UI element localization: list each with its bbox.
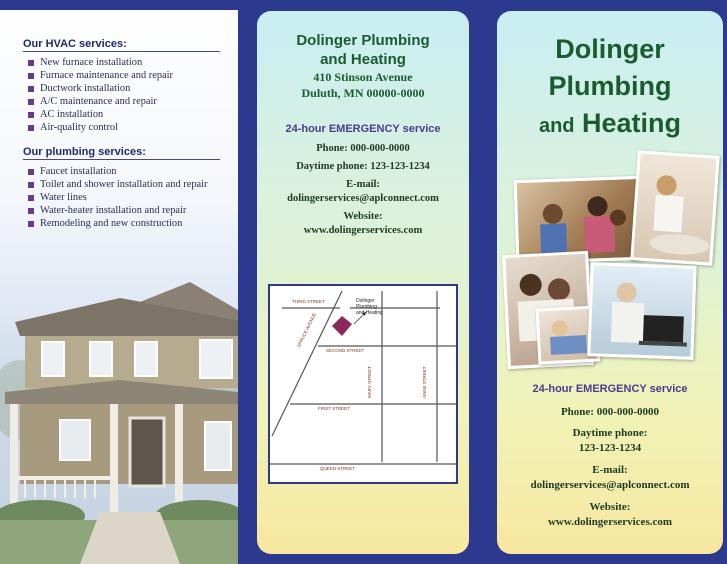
list-item: Water lines bbox=[28, 191, 208, 204]
bullet-icon bbox=[28, 125, 34, 131]
spruce-avenue-label: SPRUCE AVENUE bbox=[296, 311, 318, 349]
laptop-photo bbox=[587, 262, 696, 360]
hvac-list bbox=[28, 56, 173, 134]
bullet-icon bbox=[28, 221, 34, 227]
brand-title: Dolinger Plumbing and Heating bbox=[538, 34, 682, 138]
list-item: Air-quality control bbox=[28, 121, 173, 134]
company-name: Dolinger Plumbing and Heating bbox=[296, 32, 430, 68]
house-image bbox=[0, 280, 238, 564]
bullet-icon bbox=[28, 195, 34, 201]
queen-street-label: QUEEN STREET bbox=[320, 466, 356, 471]
email-text: dolingerservices@aplconnect.com bbox=[530, 479, 690, 491]
cover-panel bbox=[497, 11, 723, 554]
email-text: dolingerservices@aplconnect.com bbox=[287, 193, 439, 204]
emergency-label: 24-hour EMERGENCY service bbox=[285, 123, 441, 135]
website-label: Website: bbox=[589, 501, 631, 513]
website-text: www.dolingerservices.com bbox=[303, 225, 423, 236]
phone-text: Phone: 000-000-0000 bbox=[316, 143, 410, 154]
email-label: E-mail: bbox=[592, 464, 628, 476]
second-street-label: SECOND STREET bbox=[326, 348, 365, 353]
list-item: Furnace maintenance and repair bbox=[28, 69, 173, 82]
list-item: Ductwork installation bbox=[28, 82, 173, 95]
daytime-phone-text: Daytime phone: 123-123-1234 bbox=[296, 161, 430, 172]
mary-street-label: MARY STREET bbox=[367, 366, 372, 398]
bathroom-photo bbox=[630, 150, 719, 265]
plumbing-list bbox=[28, 165, 208, 230]
list-item: Water-heater installation and repair bbox=[28, 204, 208, 217]
website-text: www.dolingerservices.com bbox=[547, 516, 673, 528]
hvac-heading: Our HVAC services: bbox=[23, 38, 220, 52]
third-street-label: THIRD STREET bbox=[292, 299, 325, 304]
list-item: New furnace installation bbox=[28, 56, 173, 69]
contact-panel bbox=[257, 11, 469, 554]
services-panel bbox=[0, 0, 238, 564]
email-label: E-mail: bbox=[346, 179, 380, 190]
map-marker-label: Dolinger Plumbing and Heating bbox=[356, 298, 383, 316]
first-street-label: FIRST STREET bbox=[318, 406, 350, 411]
emergency-label: 24-hour EMERGENCY service bbox=[532, 383, 688, 395]
list-item: Faucet installation bbox=[28, 165, 208, 178]
daytime-phone-text: 123-123-1234 bbox=[578, 442, 642, 454]
bullet-icon bbox=[28, 73, 34, 79]
company-address: 410 Stinson Avenue Duluth, MN 00000-0000 bbox=[301, 70, 425, 100]
daytime-phone-label: Daytime phone: bbox=[572, 427, 648, 439]
website-label: Website: bbox=[343, 211, 383, 222]
list-item: Remodeling and new construction bbox=[28, 217, 208, 230]
bullet-icon bbox=[28, 169, 34, 175]
list-item: AC installation bbox=[28, 108, 173, 121]
bullet-icon bbox=[28, 182, 34, 188]
list-item: A/C maintenance and repair bbox=[28, 95, 173, 108]
bullet-icon bbox=[28, 112, 34, 118]
bullet-icon bbox=[28, 60, 34, 66]
bullet-icon bbox=[28, 99, 34, 105]
bullet-icon bbox=[28, 208, 34, 214]
top-border bbox=[0, 0, 238, 10]
bullet-icon bbox=[28, 86, 34, 92]
anne-street-label: ANNE STREET bbox=[422, 366, 427, 398]
list-item: Toilet and shower installation and repair bbox=[28, 178, 208, 191]
location-map bbox=[268, 284, 458, 484]
plumbing-heading: Our plumbing services: bbox=[23, 146, 220, 160]
phone-text: Phone: 000-000-0000 bbox=[560, 406, 660, 418]
